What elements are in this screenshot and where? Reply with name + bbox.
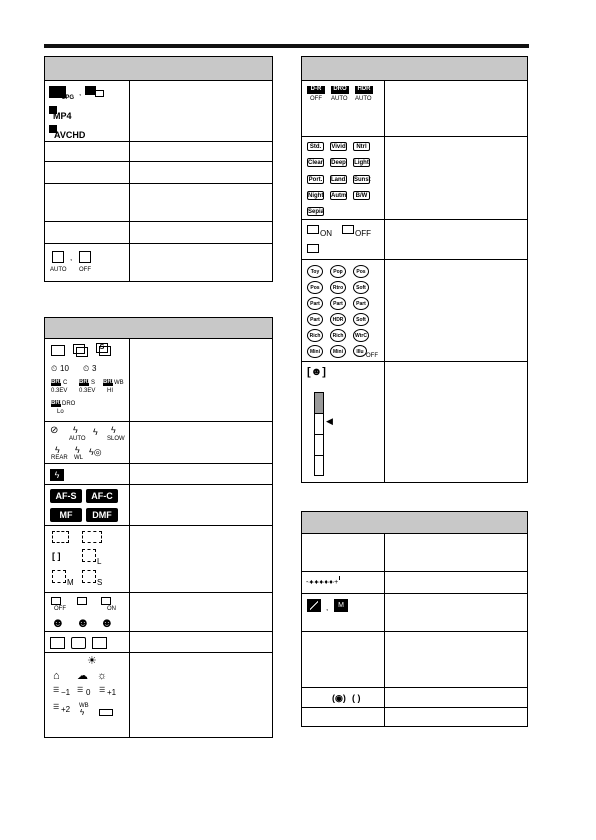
table-row <box>302 631 527 687</box>
effect-soft-key-icon: Soft <box>353 281 369 294</box>
face-detect-on-label: ON <box>107 606 116 612</box>
crop-auto-icon <box>52 251 64 263</box>
steadyshot-on-icon: (◉) <box>332 693 346 703</box>
playback-mp4-label: MP4 <box>53 111 72 121</box>
daylight-icon: ☀ <box>87 655 97 667</box>
effect-posterize-icon: Pos <box>353 265 369 278</box>
center-area-icon: [ ] <box>52 551 61 561</box>
table-row-flash-comp <box>45 463 272 484</box>
playback-movie-frame-icon <box>95 90 104 97</box>
focus-mf-icon: MF <box>50 508 82 522</box>
table-row <box>45 80 272 141</box>
flash-slow-icon: ϟ <box>111 425 116 435</box>
speed-priority-icon-back <box>99 346 111 356</box>
table-row-focus-area <box>45 525 272 592</box>
bracket-tag: BRK <box>79 379 92 385</box>
effect-pop-icon: Pop <box>330 265 346 278</box>
face-detect-icon <box>101 597 111 605</box>
effect-toy-icon: Toy <box>307 265 323 278</box>
flash-rear-icon: ϟ <box>55 445 60 455</box>
effect-rich-tone-icon: Rich <box>330 329 346 342</box>
flash-redeye-icon: ϟ◎ <box>89 447 102 457</box>
flexible-spot-icon <box>52 570 66 583</box>
self-timer-icon: ⏲ <box>51 364 58 373</box>
separator: , <box>326 603 329 612</box>
table-header <box>302 57 527 80</box>
table-row-exposure-scale <box>302 571 527 593</box>
flash-wb-icon: ϟ <box>80 708 85 717</box>
shade-icon: ⌂ <box>53 670 60 682</box>
fluorescent-icon: ☰ <box>53 704 60 711</box>
hdr-auto-label: AUTO <box>355 96 372 102</box>
bracket-tag: BRK <box>51 379 64 385</box>
record-display-on-label: ON <box>320 229 332 238</box>
dro-off-icon: D-R <box>307 86 325 94</box>
effect-partial-color-icon: Part <box>353 297 369 310</box>
table-header <box>45 318 272 338</box>
gauge-pointer-icon: ◀ <box>326 416 333 426</box>
bracket-single-label: S <box>91 380 96 386</box>
style-portrait-icon: Port. <box>308 177 323 183</box>
exposure-compensation-icon-slash <box>310 601 318 610</box>
playback-avchd-label: AVCHD <box>54 130 86 140</box>
effect-rich-tone-icon: Rich <box>307 329 323 342</box>
flash-rear-label: REAR <box>51 455 68 461</box>
effect-retro-icon: Rtro <box>330 281 346 294</box>
bracket-continuous-ev: 0.3EV <box>51 388 68 394</box>
table-row <box>45 141 272 161</box>
table-row-picture-effect <box>302 259 527 361</box>
wb-bracket-label: WB <box>114 380 124 386</box>
crop-off-label: OFF <box>79 267 91 273</box>
record-display-icon <box>307 225 319 234</box>
flash-auto-label: AUTO <box>69 436 86 442</box>
table-row-steadyshot <box>302 687 527 707</box>
smile-shutter-icon: [☻] <box>307 366 326 378</box>
table-row-record-display <box>302 219 527 259</box>
table-row <box>302 707 527 728</box>
table-row-focus-mode <box>45 484 272 525</box>
table-header <box>45 57 272 80</box>
fluorescent-icon: ☰ <box>53 687 60 694</box>
record-display-off-label: OFF <box>355 229 371 238</box>
flash-wireless-icon: ϟ <box>75 445 80 455</box>
table-row <box>45 243 272 283</box>
style-bw-icon: B/W <box>353 191 370 200</box>
table-row <box>45 221 272 243</box>
effect-off-icon: Illu <box>353 345 367 357</box>
flexible-spot-s-label: S <box>97 578 103 587</box>
face-detect-off-label: OFF <box>54 606 66 612</box>
style-sunset-icon: Sunst <box>354 177 371 183</box>
effect-partial-color-icon: Part <box>307 313 323 326</box>
flash-compensation-icon: ϟ <box>50 469 64 481</box>
gauge-fill <box>315 393 323 413</box>
table-row <box>302 533 527 571</box>
effect-posterize-icon: Pos <box>307 281 323 294</box>
smile-icon: ☻ <box>76 615 90 630</box>
dro-bracket-lo: Lo <box>57 409 64 415</box>
separator: , <box>70 253 73 262</box>
gauge-segment <box>315 455 323 456</box>
self-timer-10-label: 10 <box>60 364 69 373</box>
fluorescent-p2-label: +2 <box>61 705 71 714</box>
hdr-auto-icon: HDR <box>355 86 373 94</box>
dro-bracket-label: DRO <box>62 401 76 407</box>
table-row-white-balance <box>45 652 272 739</box>
effect-hdr-icon: HDR <box>330 313 346 326</box>
multi-metering-icon <box>50 637 65 649</box>
focus-afs-icon: AF-S <box>50 489 82 503</box>
flash-auto-icon: ϟ <box>73 425 78 435</box>
table-row-metering <box>45 631 272 652</box>
record-display-icon <box>307 244 319 253</box>
bracket-single-ev: 0.3EV <box>79 388 96 394</box>
table-row-drive <box>45 338 272 421</box>
fluorescent-m1-label: −1 <box>61 688 71 697</box>
exposure-scale-pointer <box>339 576 340 580</box>
wb-bracket-tag: BRK <box>103 379 116 385</box>
effect-off-label: OFF <box>366 353 378 359</box>
style-autumn-icon: Autm <box>331 193 347 199</box>
focus-dmf-icon: DMF <box>86 508 118 522</box>
spot-metering-icon <box>92 637 107 649</box>
style-vivid-icon: Vivid <box>331 144 346 150</box>
center-metering-icon <box>71 637 86 649</box>
flexible-spot-icon <box>82 549 96 562</box>
bracket-continuous-label: C <box>63 380 68 386</box>
effect-miniature-icon: Mini <box>307 345 323 358</box>
table-row <box>45 183 272 221</box>
self-timer-3-label: 3 <box>92 364 97 373</box>
wide-area-icon <box>52 531 69 543</box>
dro-auto-icon: DRO <box>331 86 349 94</box>
flash-wireless-label: WL <box>74 455 83 461</box>
flexible-spot-l-label: L <box>97 557 102 566</box>
playback-jpeg-label: JPG <box>62 95 75 101</box>
focus-afc-icon: AF-C <box>86 489 118 503</box>
table-row-creative-style <box>302 136 527 219</box>
separator: , <box>79 88 82 97</box>
dro-bracket-tag: BRK <box>51 400 64 406</box>
table-row-dro <box>302 80 527 136</box>
dro-off-label: OFF <box>310 96 322 102</box>
effect-miniature-icon: Mini <box>330 345 346 358</box>
wb-bracket-hi: HI <box>107 388 113 394</box>
left-table-1 <box>44 56 273 282</box>
table-row <box>45 161 272 183</box>
style-night-icon: Night <box>308 193 324 199</box>
effect-partial-color-icon: Part <box>330 297 346 310</box>
left-table-2 <box>44 317 273 738</box>
right-table-2 <box>301 511 528 727</box>
style-sepia-icon: Sepia <box>308 209 325 215</box>
flexible-spot-icon <box>82 570 96 583</box>
flash-off-icon: ⊘ <box>50 425 59 436</box>
gauge-segment <box>315 434 323 435</box>
incandescent-icon: ☼ <box>97 670 108 682</box>
face-detect-icon <box>77 597 87 605</box>
flash-wb-label: WB <box>79 703 89 709</box>
top-rule <box>44 44 529 48</box>
table-header <box>302 512 527 533</box>
flexible-spot-m-label: M <box>67 578 74 587</box>
style-deep-icon: Deep <box>331 160 346 166</box>
steadyshot-off-icon: ( ) <box>352 693 361 703</box>
style-standard-icon: Std. <box>307 142 324 151</box>
table-row-face <box>45 592 272 631</box>
metered-manual-icon: M <box>334 599 348 612</box>
table-row-smile-shutter <box>302 361 527 484</box>
dro-auto-label: AUTO <box>331 96 348 102</box>
zone-area-icon <box>82 531 102 543</box>
effect-soft-focus-icon: Soft <box>353 313 369 326</box>
effect-partial-color-icon: Part <box>307 297 323 310</box>
cloudy-icon: ☁ <box>77 670 88 682</box>
gauge-segment <box>315 413 323 414</box>
style-light-icon: Light <box>354 160 369 166</box>
single-shot-icon <box>51 345 65 356</box>
flash-slow-label: SLOW <box>107 436 125 442</box>
smile-icon: ☻ <box>100 615 114 630</box>
fluorescent-0-label: 0 <box>86 688 91 697</box>
fluorescent-icon: ☰ <box>77 687 84 694</box>
effect-watercolor-icon: WtrC <box>353 329 369 342</box>
table-row-exposure-comp <box>302 593 527 631</box>
style-landscape-icon: Land. <box>331 177 347 183</box>
table-row-flash <box>45 421 272 463</box>
record-display-icon <box>342 225 354 234</box>
crop-auto-label: AUTO <box>50 267 67 273</box>
self-timer-icon: ⏲ <box>83 364 90 373</box>
face-detect-icon <box>51 597 61 605</box>
fluorescent-icon: ☰ <box>99 687 106 694</box>
fluorescent-p1-label: +1 <box>107 688 117 697</box>
smile-icon: ☻ <box>51 615 65 630</box>
flash-fill-icon: ϟ <box>93 427 98 437</box>
crop-off-icon <box>79 251 91 263</box>
style-clear-icon: Clear <box>308 160 324 166</box>
style-neutral-icon: Ntrl <box>353 142 370 151</box>
exposure-scale-icon: -·♦·♦·♦·♦·♦·+ <box>306 579 338 586</box>
right-table-1 <box>301 56 528 483</box>
speed-priority-icon: S <box>96 343 108 353</box>
continuous-shot-icon-back <box>76 347 88 357</box>
custom-wb-icon <box>99 709 113 716</box>
